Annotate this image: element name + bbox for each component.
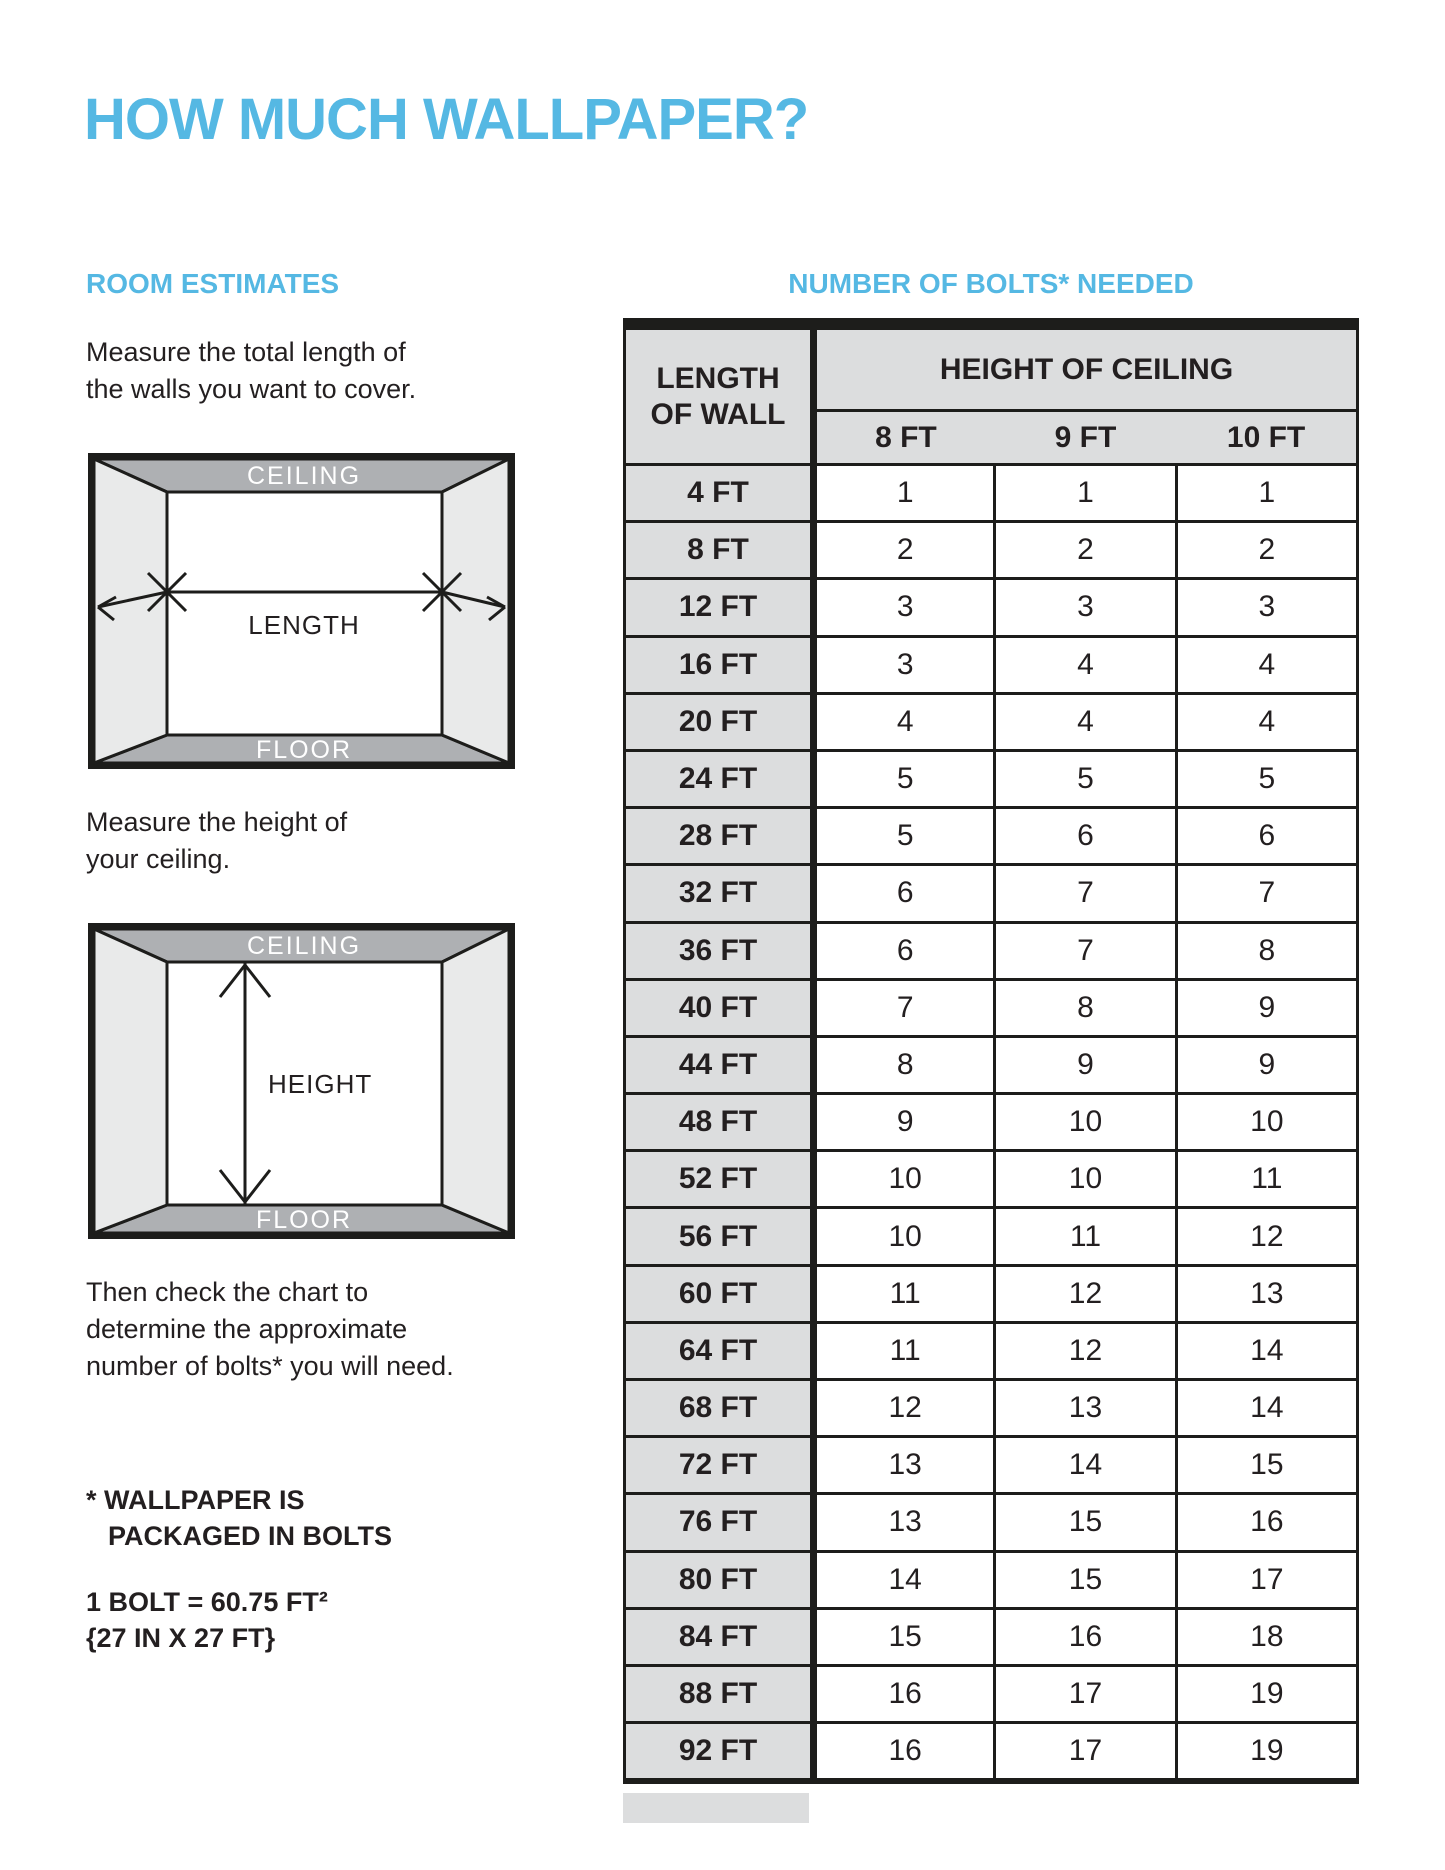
bolt-count-cell: 13 [814,1437,995,1494]
table-row [625,522,1358,579]
bolt-count-cell: 12 [1176,1208,1357,1265]
bolts-table-head [625,324,1358,465]
bolt-count-cell: 15 [1176,1437,1357,1494]
bolt-count-cell: 14 [995,1437,1176,1494]
bolt-count-cell: 10 [1176,1094,1357,1151]
instruction-line: the walls you want to cover. [86,374,417,404]
bolt-count-cell: 10 [995,1151,1176,1208]
bolt-count-cell: 7 [995,865,1176,922]
bolt-count-cell: 17 [995,1723,1176,1782]
measure-length-instruction [86,334,416,408]
row-label-92-ft: 92 FT [625,1723,814,1782]
bolt-count-cell: 11 [814,1322,995,1379]
bolt-count-cell: 1 [814,465,995,522]
bolt-count-cell: 1 [1176,465,1357,522]
row-group-header [625,324,814,465]
bolt-size-info [86,1584,328,1656]
table-row [625,1494,1358,1551]
bolt-count-cell: 14 [1176,1380,1357,1437]
bolt-count-cell: 9 [814,1094,995,1151]
floor-label: FLOOR [255,1206,353,1234]
height-diagram [88,923,515,1239]
bolt-equation: 1 BOLT = 60.75 FT² [86,1587,328,1617]
bolt-dimensions: {27 IN X 27 FT} [86,1623,276,1653]
table-row [625,865,1358,922]
bolts-needed-heading: NUMBER OF BOLTS* NEEDED [788,268,1194,299]
length-label: LENGTH [248,610,360,640]
table-row [625,1437,1358,1494]
row-label-32-ft: 32 FT [625,865,814,922]
bolt-count-cell: 13 [814,1494,995,1551]
table-row [625,922,1358,979]
row-label-36-ft: 36 FT [625,922,814,979]
row-label-72-ft: 72 FT [625,1437,814,1494]
row-label-40-ft: 40 FT [625,979,814,1036]
bolt-count-cell: 11 [1176,1151,1357,1208]
bolt-count-cell: 3 [1176,579,1357,636]
row-label-60-ft: 60 FT [625,1265,814,1322]
row-label-20-ft: 20 FT [625,693,814,750]
measure-height-instruction [86,804,347,878]
bolt-count-cell: 17 [1176,1551,1357,1608]
table-row [625,808,1358,865]
row-label-80-ft: 80 FT [625,1551,814,1608]
footnote-line: PACKAGED IN BOLTS [108,1521,393,1551]
bolt-count-cell: 15 [814,1608,995,1665]
column-header-8ft: 8 FT [814,411,995,465]
row-label-12-ft: 12 FT [625,579,814,636]
table-row [625,750,1358,807]
bolt-table-body [625,465,1358,1782]
bolt-count-cell: 16 [1176,1494,1357,1551]
bolt-count-cell: 5 [1176,750,1357,807]
column-header-10ft: 10 FT [1176,411,1357,465]
bolt-count-cell: 9 [1176,1036,1357,1093]
page-title: HOW MUCH WALLPAPER? [84,87,809,152]
bolt-count-cell: 12 [995,1322,1176,1379]
bolt-count-cell: 17 [995,1665,1176,1722]
table-row [625,1380,1358,1437]
footnote-line: * WALLPAPER IS [86,1485,305,1515]
instruction-line: your ceiling. [86,844,231,874]
bolt-count-cell: 2 [1176,522,1357,579]
bolt-count-cell: 10 [814,1208,995,1265]
row-label-28-ft: 28 FT [625,808,814,865]
row-label-84-ft: 84 FT [625,1608,814,1665]
instruction-line: number of bolts* you will need. [86,1351,454,1381]
ceiling-label: CEILING [246,462,362,490]
bolt-count-cell: 9 [995,1036,1176,1093]
bolt-count-cell: 7 [995,922,1176,979]
bolt-count-cell: 10 [995,1094,1176,1151]
table-header-row [625,324,1358,411]
bolt-count-cell: 11 [995,1208,1176,1265]
bolt-count-cell: 8 [814,1036,995,1093]
bolt-count-cell: 4 [1176,693,1357,750]
table-row [625,1208,1358,1265]
bolt-count-cell: 6 [995,808,1176,865]
bolt-count-cell: 4 [995,636,1176,693]
bolt-count-cell: 15 [995,1494,1176,1551]
bolt-count-cell: 8 [1176,922,1357,979]
table-row [625,1094,1358,1151]
row-label-24-ft: 24 FT [625,750,814,807]
row-label-56-ft: 56 FT [625,1208,814,1265]
bolt-count-cell: 5 [814,808,995,865]
bolt-count-cell: 5 [814,750,995,807]
row-label-48-ft: 48 FT [625,1094,814,1151]
table-row [625,1665,1358,1722]
bolt-count-cell: 1 [995,465,1176,522]
table-row [625,1036,1358,1093]
bolt-count-cell: 9 [1176,979,1357,1036]
bolt-count-cell: 18 [1176,1608,1357,1665]
right-wall-face [442,929,509,1233]
bolt-count-cell: 16 [814,1665,995,1722]
row-group-header-line: LENGTH [656,361,780,395]
table-row [625,1265,1358,1322]
floor-label: FLOOR [255,736,353,764]
length-diagram [88,453,515,769]
table-row [625,1151,1358,1208]
bolt-count-cell: 13 [995,1380,1176,1437]
bolt-count-cell: 16 [814,1723,995,1782]
bolt-count-cell: 11 [814,1265,995,1322]
row-group-header-line: OF WALL [650,397,786,431]
bolt-count-cell: 3 [814,579,995,636]
table-row [625,1608,1358,1665]
row-label-44-ft: 44 FT [625,1036,814,1093]
row-label-68-ft: 68 FT [625,1380,814,1437]
check-chart-instruction [86,1274,454,1385]
table-row [625,1551,1358,1608]
bolt-count-cell: 4 [995,693,1176,750]
row-label-52-ft: 52 FT [625,1151,814,1208]
column-header-9ft: 9 FT [995,411,1176,465]
table-label-column-tail [623,1793,809,1823]
table-row [625,693,1358,750]
left-wall-face [94,929,167,1233]
bolt-count-cell: 6 [814,865,995,922]
bolt-count-cell: 4 [814,693,995,750]
instruction-line: Measure the total length of [86,337,406,367]
bolts-table [623,318,1359,1784]
instruction-line: Measure the height of [86,807,348,837]
bolt-count-cell: 19 [1176,1723,1357,1782]
table-row [625,579,1358,636]
column-group-header: HEIGHT OF CEILING [814,324,1358,411]
ceiling-label: CEILING [246,932,362,960]
bolt-count-cell: 2 [995,522,1176,579]
bolt-count-cell: 19 [1176,1665,1357,1722]
bolt-count-cell: 14 [1176,1322,1357,1379]
row-label-88-ft: 88 FT [625,1665,814,1722]
bolt-count-cell: 7 [814,979,995,1036]
table-row [625,1723,1358,1782]
bolt-count-cell: 6 [1176,808,1357,865]
bolt-count-cell: 14 [814,1551,995,1608]
row-label-4-ft: 4 FT [625,465,814,522]
bolt-count-cell: 2 [814,522,995,579]
bolt-count-cell: 12 [814,1380,995,1437]
height-label: HEIGHT [268,1069,373,1099]
bolt-count-cell: 15 [995,1551,1176,1608]
table-row [625,979,1358,1036]
bolt-count-cell: 12 [995,1265,1176,1322]
bolt-count-cell: 16 [995,1608,1176,1665]
table-row [625,465,1358,522]
room-estimates-heading: ROOM ESTIMATES [86,268,340,299]
bolt-count-cell: 5 [995,750,1176,807]
row-label-64-ft: 64 FT [625,1322,814,1379]
bolt-count-cell: 3 [814,636,995,693]
bolt-count-cell: 3 [995,579,1176,636]
instruction-line: Then check the chart to [86,1277,369,1307]
table-row [625,636,1358,693]
bolt-count-cell: 8 [995,979,1176,1036]
bolt-count-cell: 7 [1176,865,1357,922]
instruction-line: determine the approximate [86,1314,408,1344]
bolt-count-cell: 4 [1176,636,1357,693]
bolt-count-cell: 13 [1176,1265,1357,1322]
row-label-16-ft: 16 FT [625,636,814,693]
bolt-count-cell: 10 [814,1151,995,1208]
bolts-footnote [86,1482,392,1554]
row-label-76-ft: 76 FT [625,1494,814,1551]
table-row [625,1322,1358,1379]
bolt-count-cell: 6 [814,922,995,979]
row-label-8-ft: 8 FT [625,522,814,579]
